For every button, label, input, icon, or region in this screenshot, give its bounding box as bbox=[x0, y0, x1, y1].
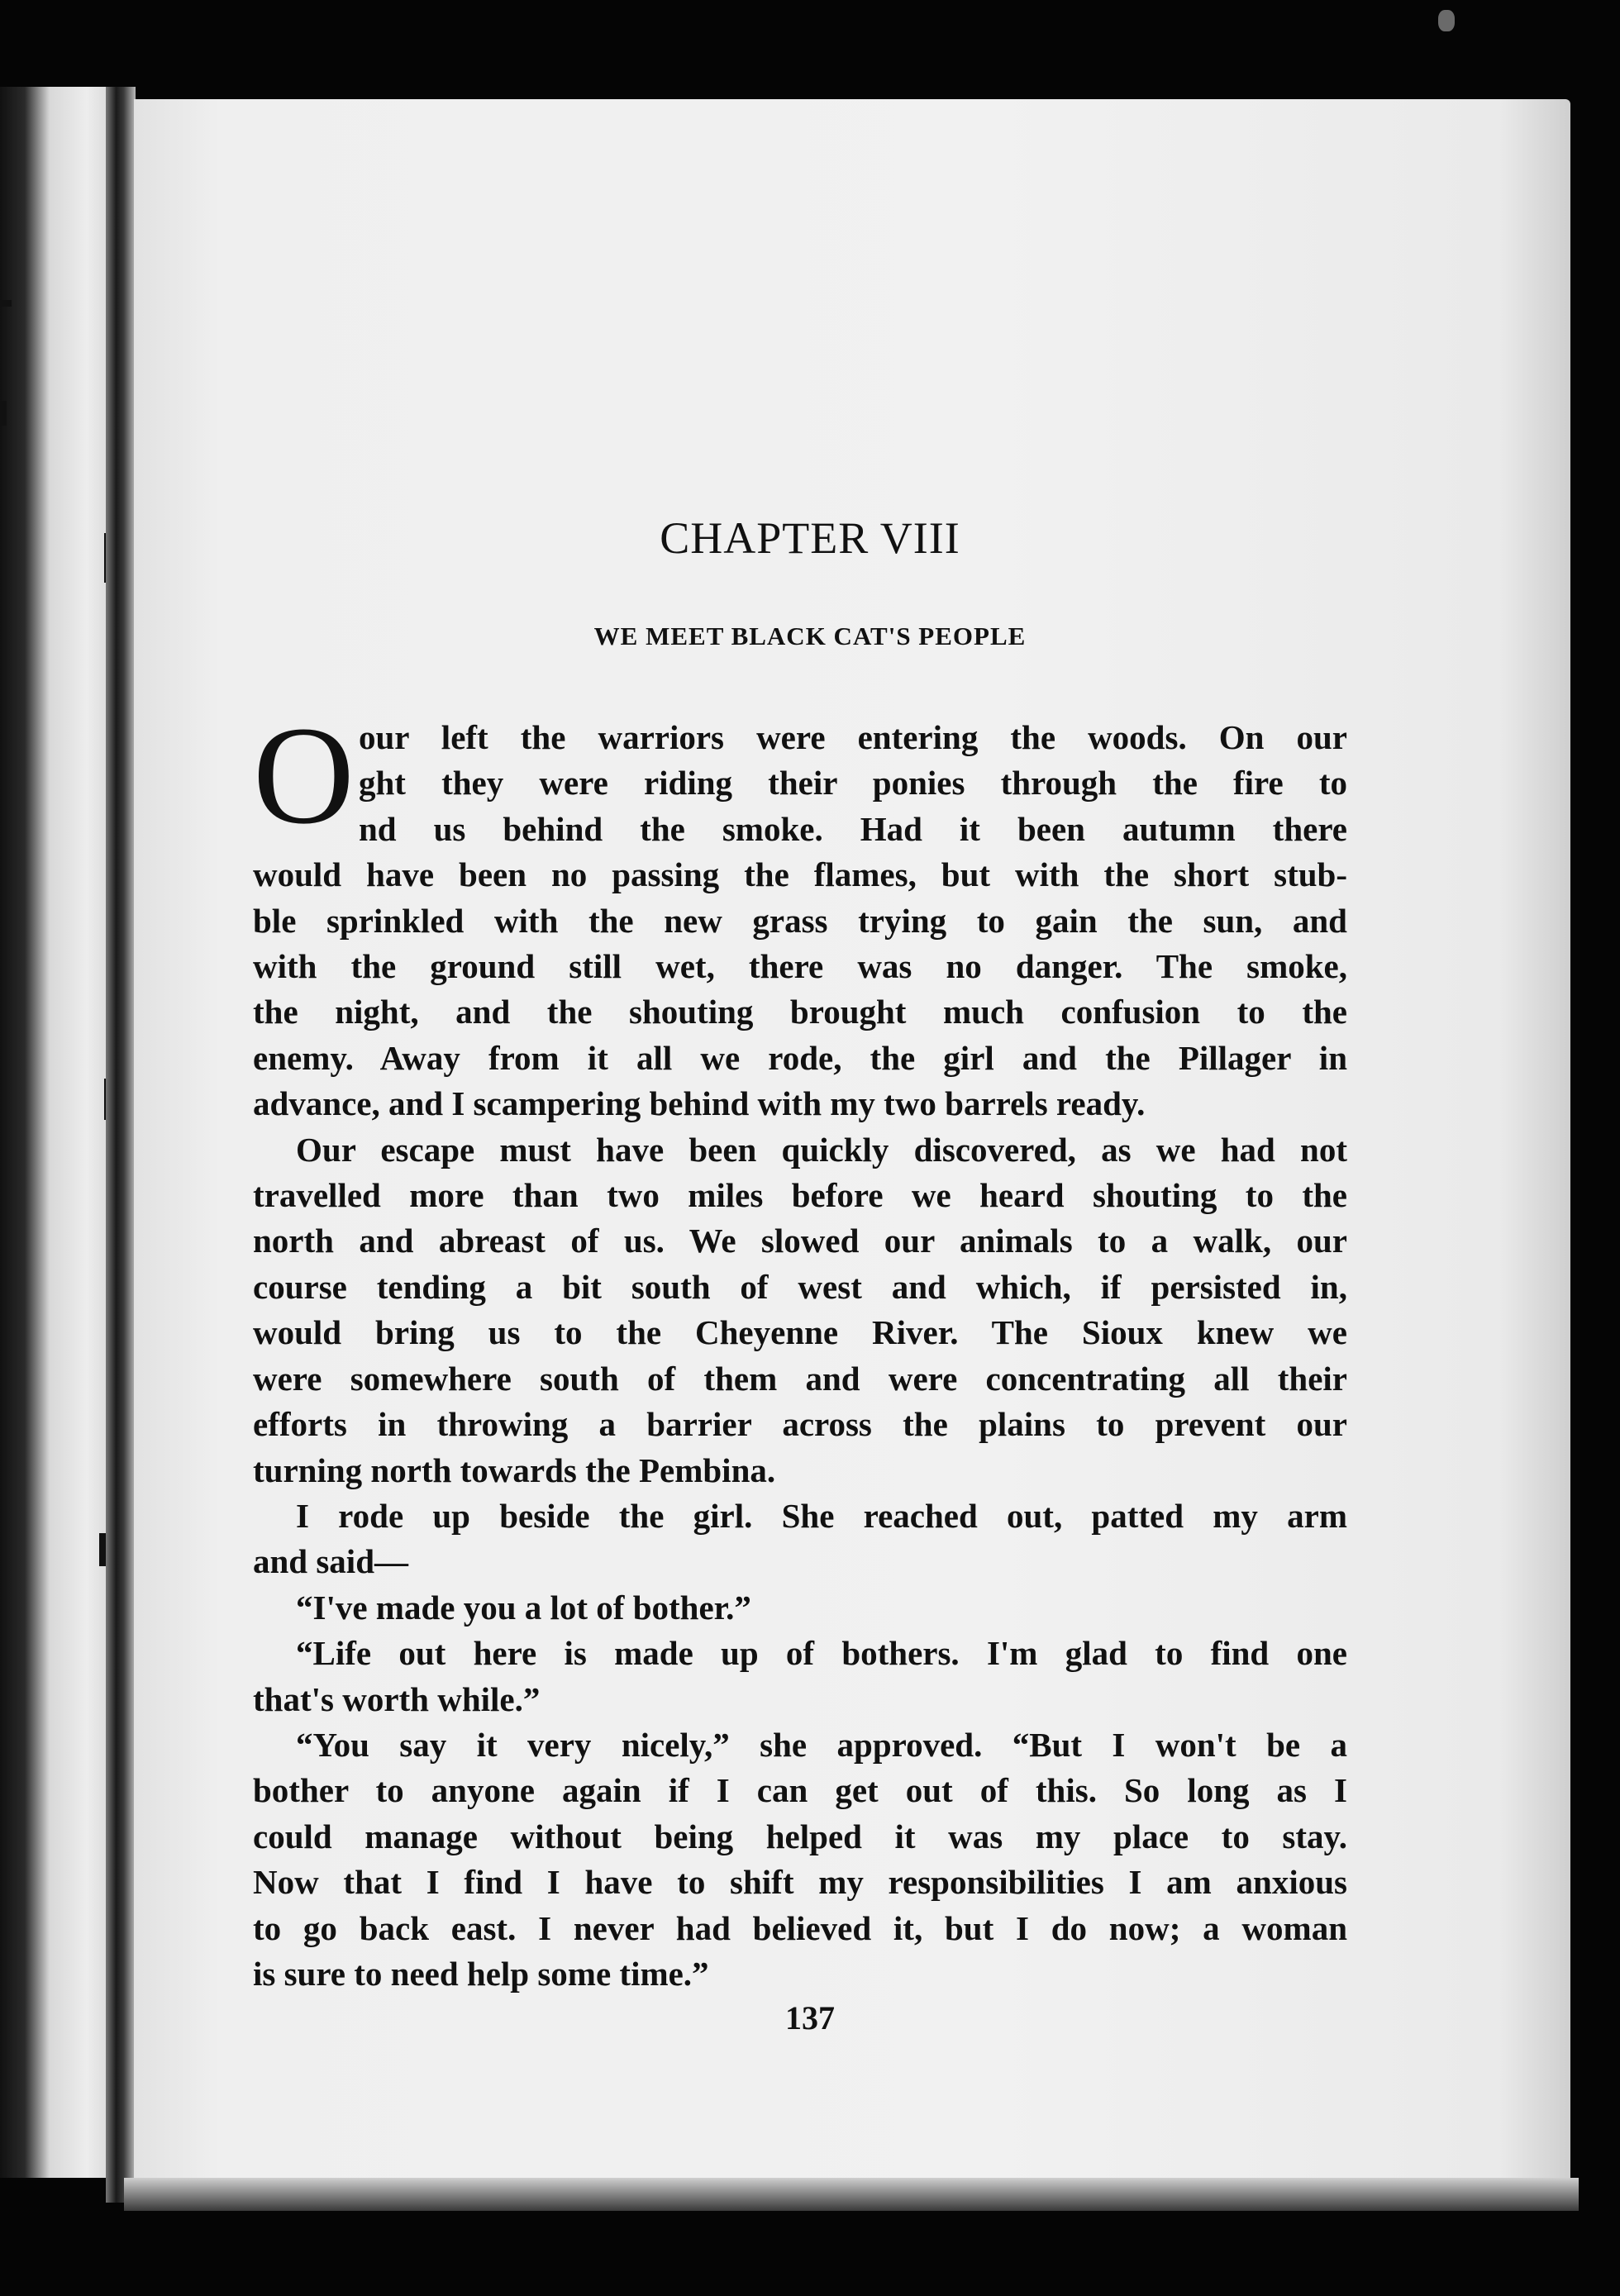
drop-cap: O bbox=[253, 698, 355, 853]
text-line: “Life out here is made up of bothers. I'm glad to find one bbox=[296, 1634, 1347, 1673]
text-line: enemy. Away from it all we rode, the girl and the Pillager in bbox=[253, 1038, 1347, 1077]
text-line: could manage without being helped it was my place to stay. bbox=[253, 1817, 1347, 1855]
text-line: Our escape must have been quickly discovered, as we had not bbox=[296, 1130, 1347, 1169]
text-line: I rode up beside the girl. She reached out, patted my arm bbox=[296, 1496, 1347, 1535]
text-line: ght they were riding their ponies through the fire to bbox=[359, 764, 1347, 803]
text-line: would have been no passing the flames, but with the short stub- bbox=[253, 855, 1347, 894]
text-line: the night, and the shouting brought much confusion to the bbox=[253, 993, 1347, 1031]
text-line: is sure to need help some time.” bbox=[253, 1954, 709, 1993]
text-line: nd us behind the smoke. Had it been autumn there bbox=[359, 809, 1347, 848]
text-line: were somewhere south of them and were concentrating all their bbox=[253, 1359, 1347, 1398]
text-line: “I've made you a lot of bother.” bbox=[296, 1588, 751, 1627]
text-line: turning north towards the Pembina. bbox=[253, 1450, 776, 1489]
scan-artifact bbox=[1438, 10, 1455, 31]
text-line: “You say it very nicely,” she approved. “But I won't be a bbox=[296, 1725, 1347, 1764]
text-line: and said— bbox=[253, 1542, 409, 1581]
text-line: advance, and I scampering behind with my two barrels ready. bbox=[253, 1084, 1146, 1123]
chapter-title: CHAPTER VIII bbox=[660, 513, 960, 563]
text-line: north and abreast of us. We slowed our animals to a walk, our bbox=[253, 1222, 1347, 1260]
book-gutter bbox=[106, 87, 136, 2203]
text-line: efforts in throwing a barrier across the plains to prevent our bbox=[253, 1405, 1347, 1444]
text-line: to go back east. I never had believed it, but I do now; a woman bbox=[253, 1908, 1347, 1947]
text-line: travelled more than two miles before we heard shouting to the bbox=[253, 1176, 1347, 1215]
text-line: Now that I find I have to shift my responsibilities I am anxious bbox=[253, 1863, 1347, 1902]
chapter-subtitle: WE MEET BLACK CAT'S PEOPLE bbox=[593, 622, 1027, 650]
text-line: with the ground still wet, there was no danger. The smoke, bbox=[253, 947, 1347, 986]
text-line: our left the warriors were entering the woods. On our bbox=[359, 718, 1347, 756]
page-bottom-edge bbox=[124, 2178, 1579, 2211]
text-line: would bring us to the Cheyenne River. The Sioux knew we bbox=[253, 1313, 1347, 1352]
text-line: ble sprinkled with the new grass trying to gain the sun, and bbox=[253, 901, 1347, 940]
body-text bbox=[253, 698, 1347, 1997]
text-line: that's worth while.” bbox=[253, 1679, 541, 1718]
page-number: 137 bbox=[785, 1999, 835, 2036]
text-line: course tending a bit south of west and which, if persisted in, bbox=[253, 1267, 1347, 1306]
text-line: bother to anyone again if I can get out of this. So long as I bbox=[253, 1771, 1347, 1810]
